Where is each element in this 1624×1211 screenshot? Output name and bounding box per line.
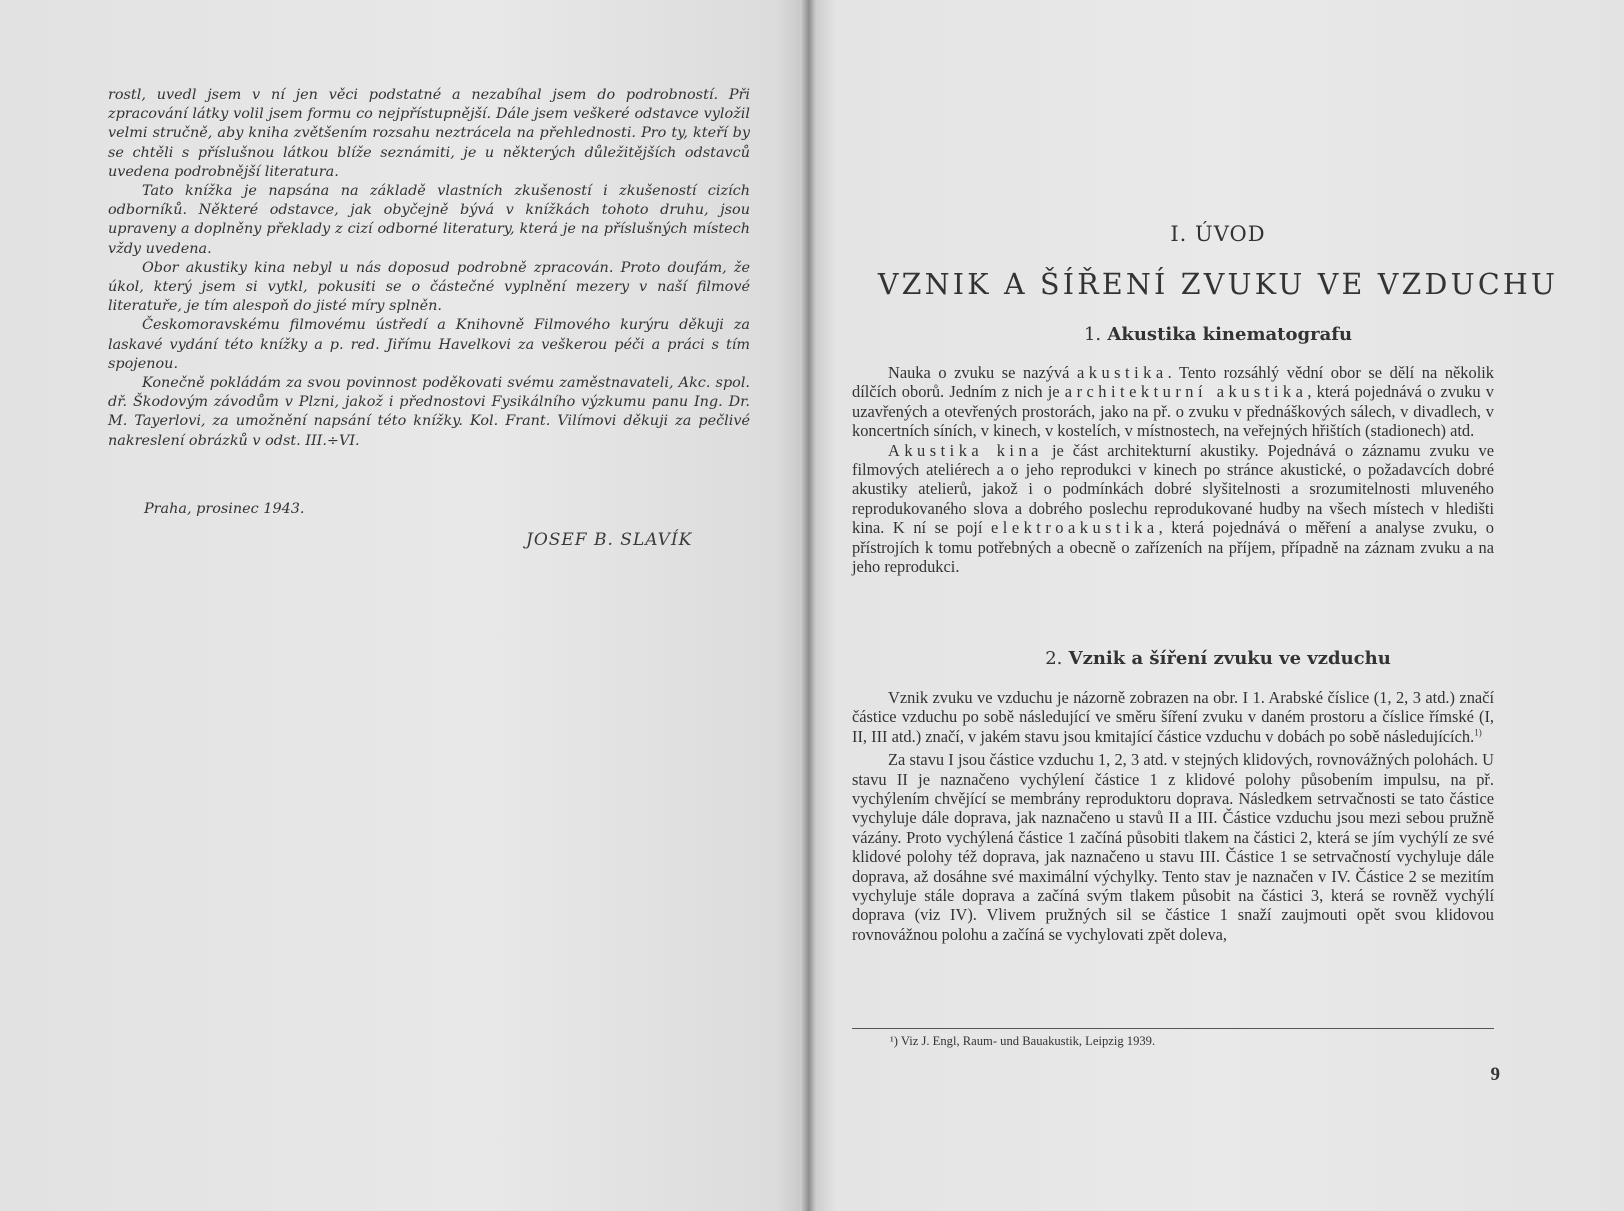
- footnote-marker: 1): [1474, 727, 1482, 738]
- section-2-title: Vznik a šíření zvuku ve vzduchu: [1068, 648, 1391, 669]
- footnote: ¹) Viz J. Engl, Raum- und Bauakustik, Leipzig 1939.: [890, 1034, 1156, 1048]
- section-1-title: Akustika kinematografu: [1107, 324, 1353, 345]
- right-page: [812, 0, 1624, 1211]
- section-2-number: 2.: [1045, 648, 1063, 669]
- section-2-paragraph-1: Vznik zvuku ve vzduchu je názorně zobrazen na obr. I 1. Arabské číslice (1, 2, 3 atd.) značí částice vzduchu po sobě následující ve směru šíření zvuku v daném prostoru a číslice římské (I, II, III atd.) značí, v jakém stavu jsou kmitající částice vzduchu v dobách po sobě následujících.$^{1)}$: [852, 688, 1494, 746]
- preface-text: [108, 86, 750, 550]
- preface-date: Praha, prosinec 1943.: [144, 501, 305, 517]
- footnote-divider: [852, 1028, 1494, 1029]
- term-architekturni-akustika: architekturní akustika: [1064, 382, 1308, 402]
- section-1-heading: [812, 324, 1624, 345]
- preface-author: JOSEF B. SLAVÍK: [526, 530, 693, 550]
- term-akustika: akustika: [1077, 363, 1168, 382]
- preface-paragraph: Tato knížka je napsána na základě vlastních zkušeností i zkušeností cizích odborníků. Některé odstavce, jak obyčejně bývá v knížkách tohoto druhu, jsou upraveny a doplněny překlady z cizí odborné literatury, která je na příslušných místech vždy uvedena.: [108, 183, 750, 257]
- preface-paragraph: Obor akustiky kina nebyl u nás doposud podrobně zpracován. Proto doufám, že úkol, který jsem si vytkl, pokusiti se o částečné vyplnění mezery v naší filmové literatuře, je tím alespoň do jisté míry splněn.: [108, 259, 750, 315]
- term-elektroakustika: elektroakustika: [990, 518, 1159, 538]
- section-2-heading: [812, 648, 1624, 669]
- preface-paragraph: rostl, uvedl jsem v ní jen věci podstatné a nezabíhal jsem do podrobností. Při zpracování látky volil jsem formu co nejpřístupnější. Dále jsem veškeré odstavce vyložil velmi stručně, aby kniha zvětšením rozsahu neztrácela na přehlednosti. Pro ty, kteří by se chtěli s příslušnou látkou blíže seznámiti, je u některých důležitějších odstavců uvedena podrobnější literatura.: [108, 87, 750, 180]
- section-1-paragraph-2: Akustika kina je část architekturní akustiky. Pojednává o záznamu zvuku ve filmových ateliérech a o jeho reprodukci v kinech po stránce akustické, o požadavcích dobré akustiky atelierů, jakož i o podmínkách dobré slyšitelnosti a srozumitelnosti mluveného reprodukovaného slova a dobrého poslechu reprodukované hudby na všech místech v hledišti kina. K ní se pojí elektroakustika, která pojednává o měření a analyse zvuku, o přístrojích k tomu potřebných a obecně o zařízeních na příjem, případně na záznam zvuku a na jeho reprodukci.: [852, 440, 1494, 577]
- page-number: 9: [1490, 1064, 1500, 1085]
- section-1-number: 1.: [1083, 324, 1102, 345]
- section-1-body: [852, 363, 1494, 576]
- book-gutter: [800, 0, 816, 1211]
- preface-paragraph: Konečně pokládám za svou povinnost poděkovati svému zaměstnavateli, Akc. spol. dř. Škodovým závodům v Plzni, jakož i přednostovi Fysikálního výzkumu panu Ing. Dr. M. Tayerlovi, za umožnění napsání této knížky. Kol. Frant. Vilímovi děkuji za pečlivé nakreslení obrázků v odst. III.÷VI.: [108, 375, 750, 449]
- chapter-number: I. ÚVOD: [1170, 222, 1266, 246]
- section-2-body: [852, 688, 1494, 944]
- chapter-title: VZNIK A ŠÍŘENÍ ZVUKU VE VZDUCHU: [877, 268, 1559, 301]
- preface-paragraph: Českomoravskému filmovému ústředí a Knihovně Filmového kurýru děkuji za laskavé vydání této knížky a p. red. Jiřímu Havelkovi za veškerou péči a práci s tím spojenou.: [108, 317, 750, 372]
- term-akustika-kina: Akustika kina: [888, 440, 1043, 460]
- section-2-paragraph-2: Za stavu I jsou částice vzduchu 1, 2, 3 atd. v stejných klidových, rovnovážných polohách. U stavu II je naznačeno vychýlení částice 1 z klidové polohy působením impulsu, na př. vychýlením chvějící se membrány reproduktoru doprava. Následkem setrvačnosti se tato částice vychyluje dále doprava, jak naznačeno u stavů II a III. Částice vzduchu jsou mezi sebou pružně vázány. Proto vychýlená částice 1 začíná působiti tlakem na částici 2, která se jím vychýlí ze své klidové polohy též doprava, jak naznačeno u stavu III. Částice 1 se setrvačností vychyluje dále doprava, až dosáhne své maximální výchylky. Tento stav je naznačen v IV. Částice 2 se mezitím vychyluje stále doprava a začíná svým tlakem působit na částici 3, která se rovněž vychýlí doprava (viz IV). Vlivem pružných sil se částice 1 snaží zaujmouti opět svou klidovou rovnovážnou polohu a začíná se vychylovati zpět doleva,: [852, 750, 1494, 944]
- section-1-paragraph-1: Nauka o zvuku se nazývá akustika. Tento rozsáhlý vědní obor se dělí na několik dílčích oborů. Jedním z nich je architekturní akustika, která pojednává o zvuku v uzavřených a otevřených prostorách, jako na př. o zvuku v přednáškových sálech, v divadlech, v koncertních síních, v kinech, v kostelích, v místnostech, na veřejných hřištích (stadionech) atd.: [852, 363, 1494, 441]
